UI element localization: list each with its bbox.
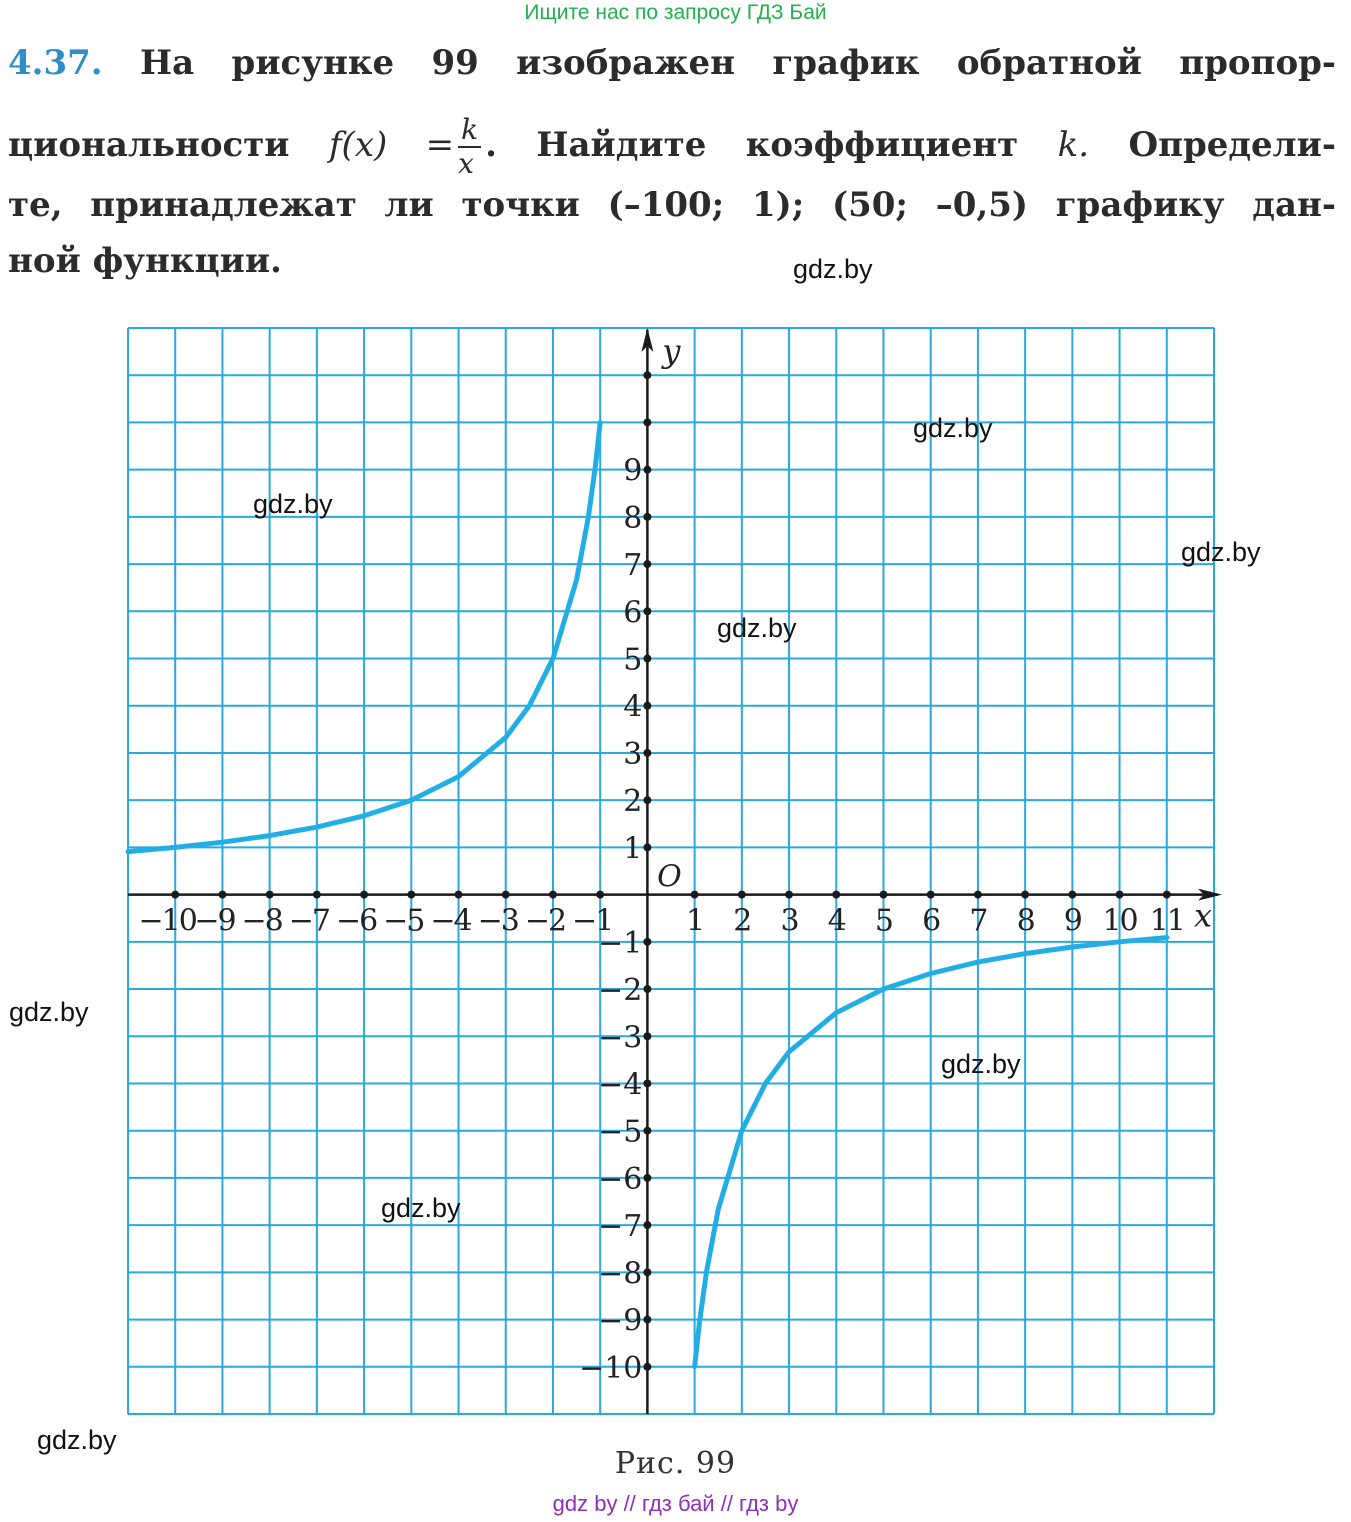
x-tick-label: 9 [1063,903,1081,939]
problem-line-1-text: На рисунке 99 изображен график обратной пропор- [140,43,1337,83]
x-tick-label: 5 [874,903,893,939]
formula-dot: . [485,125,497,165]
fraction-denominator: x [458,147,474,180]
problem-line-2-start: циональности [8,125,290,165]
x-tick-mark [832,891,840,899]
y-tick-label: −9 [598,1303,643,1339]
watermark: gdz.by [941,1049,1021,1079]
y-tick-mark [643,749,651,757]
y-tick-mark [643,418,651,426]
x-tick-mark [407,891,415,899]
x-tick-label: −5 [383,903,424,939]
y-tick-mark [643,1127,651,1135]
y-tick-label: 6 [623,595,643,631]
y-tick-mark [643,985,651,993]
x-tick-label: −2 [524,903,566,939]
y-tick-mark [643,513,651,521]
x-tick-label: 10 [1102,903,1137,939]
x-tick-mark [455,891,463,899]
x-tick-mark [1163,891,1171,899]
x-tick-label: −1 [572,903,613,939]
x-tick-label: −3 [477,903,518,939]
x-tick-mark [171,891,179,899]
x-tick-label: −7 [288,903,329,939]
y-tick-label: 1 [623,831,643,867]
watermark: gdz.by [253,489,333,519]
origin-label: O [657,859,682,895]
y-tick-label: −8 [598,1256,643,1292]
problem-line-2-end: Определи- [1128,125,1336,165]
coefficient-k: k. [1057,125,1090,165]
x-tick-label: −6 [335,903,377,939]
y-tick-mark [643,1363,651,1371]
y-tick-label: 7 [623,548,643,584]
x-tick-mark [927,891,935,899]
y-tick-mark [643,1174,651,1182]
x-tick-label: −8 [241,903,282,939]
y-tick-label: −2 [598,973,643,1009]
y-tick-label: 4 [623,689,643,725]
top-banner: Ищите нас по запросу ГДЗ Бай [524,1,827,24]
y-tick-label: −10 [579,1350,643,1386]
x-tick-mark [1021,891,1029,899]
problem-number: 4.37. [8,43,103,83]
x-tick-label: −4 [430,903,471,939]
y-tick-mark [643,938,651,946]
function-lhs: f(x) = [328,125,455,165]
x-tick-mark [596,891,604,899]
y-tick-mark [643,466,651,474]
problem-line-2-middle: Найдите коэффициент [536,125,1019,165]
y-tick-mark [643,1268,651,1276]
x-tick-mark [549,891,557,899]
y-tick-mark [643,607,651,615]
problem-line-3: те, принадлежат ли точки (–100; 1); (50; –0,5) графику дан- [8,185,1336,225]
y-tick-label: −6 [598,1161,643,1197]
watermark: gdz.by [717,613,797,643]
y-tick-label: 3 [623,736,643,772]
problem-line-4: ной функции. [8,241,282,281]
y-tick-mark [643,1316,651,1324]
x-tick-mark [879,891,887,899]
y-tick-mark [643,1032,651,1040]
watermark: gdz.by [9,997,89,1027]
x-tick-label: −10 [138,903,196,939]
x-tick-mark [1068,891,1076,899]
x-tick-mark [502,891,510,899]
y-tick-mark [643,843,651,851]
x-tick-label: 4 [827,903,845,939]
x-tick-mark [785,891,793,899]
watermark: gdz.by [37,1425,117,1455]
y-tick-label: 8 [623,500,643,536]
y-tick-label: −4 [598,1067,643,1103]
watermark: gdz.by [913,413,993,443]
y-tick-label: −3 [598,1020,643,1056]
watermark: gdz.by [793,254,873,284]
x-tick-label: 11 [1149,903,1184,939]
y-tick-mark [643,655,651,663]
x-tick-label: 3 [780,903,798,939]
x-tick-label: 1 [686,903,704,939]
y-tick-label: −1 [598,925,643,961]
x-tick-mark [313,891,321,899]
y-tick-label: −5 [598,1114,643,1150]
fraction-numerator: k [458,116,481,148]
watermark: gdz.by [1181,537,1261,567]
watermark: gdz.by [381,1193,461,1223]
y-tick-mark [643,560,651,568]
y-axis-label: y [662,332,681,370]
x-tick-label: 7 [969,903,987,939]
figure-caption: Рис. 99 [614,1446,737,1481]
x-tick-label: 8 [1016,903,1034,939]
y-tick-mark [643,702,651,710]
x-tick-mark [266,891,274,899]
y-tick-label: 2 [623,784,643,820]
x-tick-mark [1116,891,1124,899]
y-tick-label: −7 [598,1209,643,1245]
y-tick-mark [643,1079,651,1087]
x-tick-mark [738,891,746,899]
y-tick-mark [643,796,651,804]
x-tick-mark [360,891,368,899]
y-tick-mark [643,1221,651,1229]
x-tick-label: 2 [733,903,751,939]
x-tick-mark [218,891,226,899]
x-tick-label: −9 [194,903,235,939]
x-tick-mark [974,891,982,899]
x-axis-label: x [1193,896,1213,935]
y-tick-label: 9 [623,453,643,489]
footer-links: gdz by // гдз бай // гдз by [552,1491,799,1516]
x-tick-mark [691,891,699,899]
y-tick-label: 5 [623,642,643,678]
x-tick-label: 6 [922,903,940,939]
y-tick-mark [643,371,651,379]
